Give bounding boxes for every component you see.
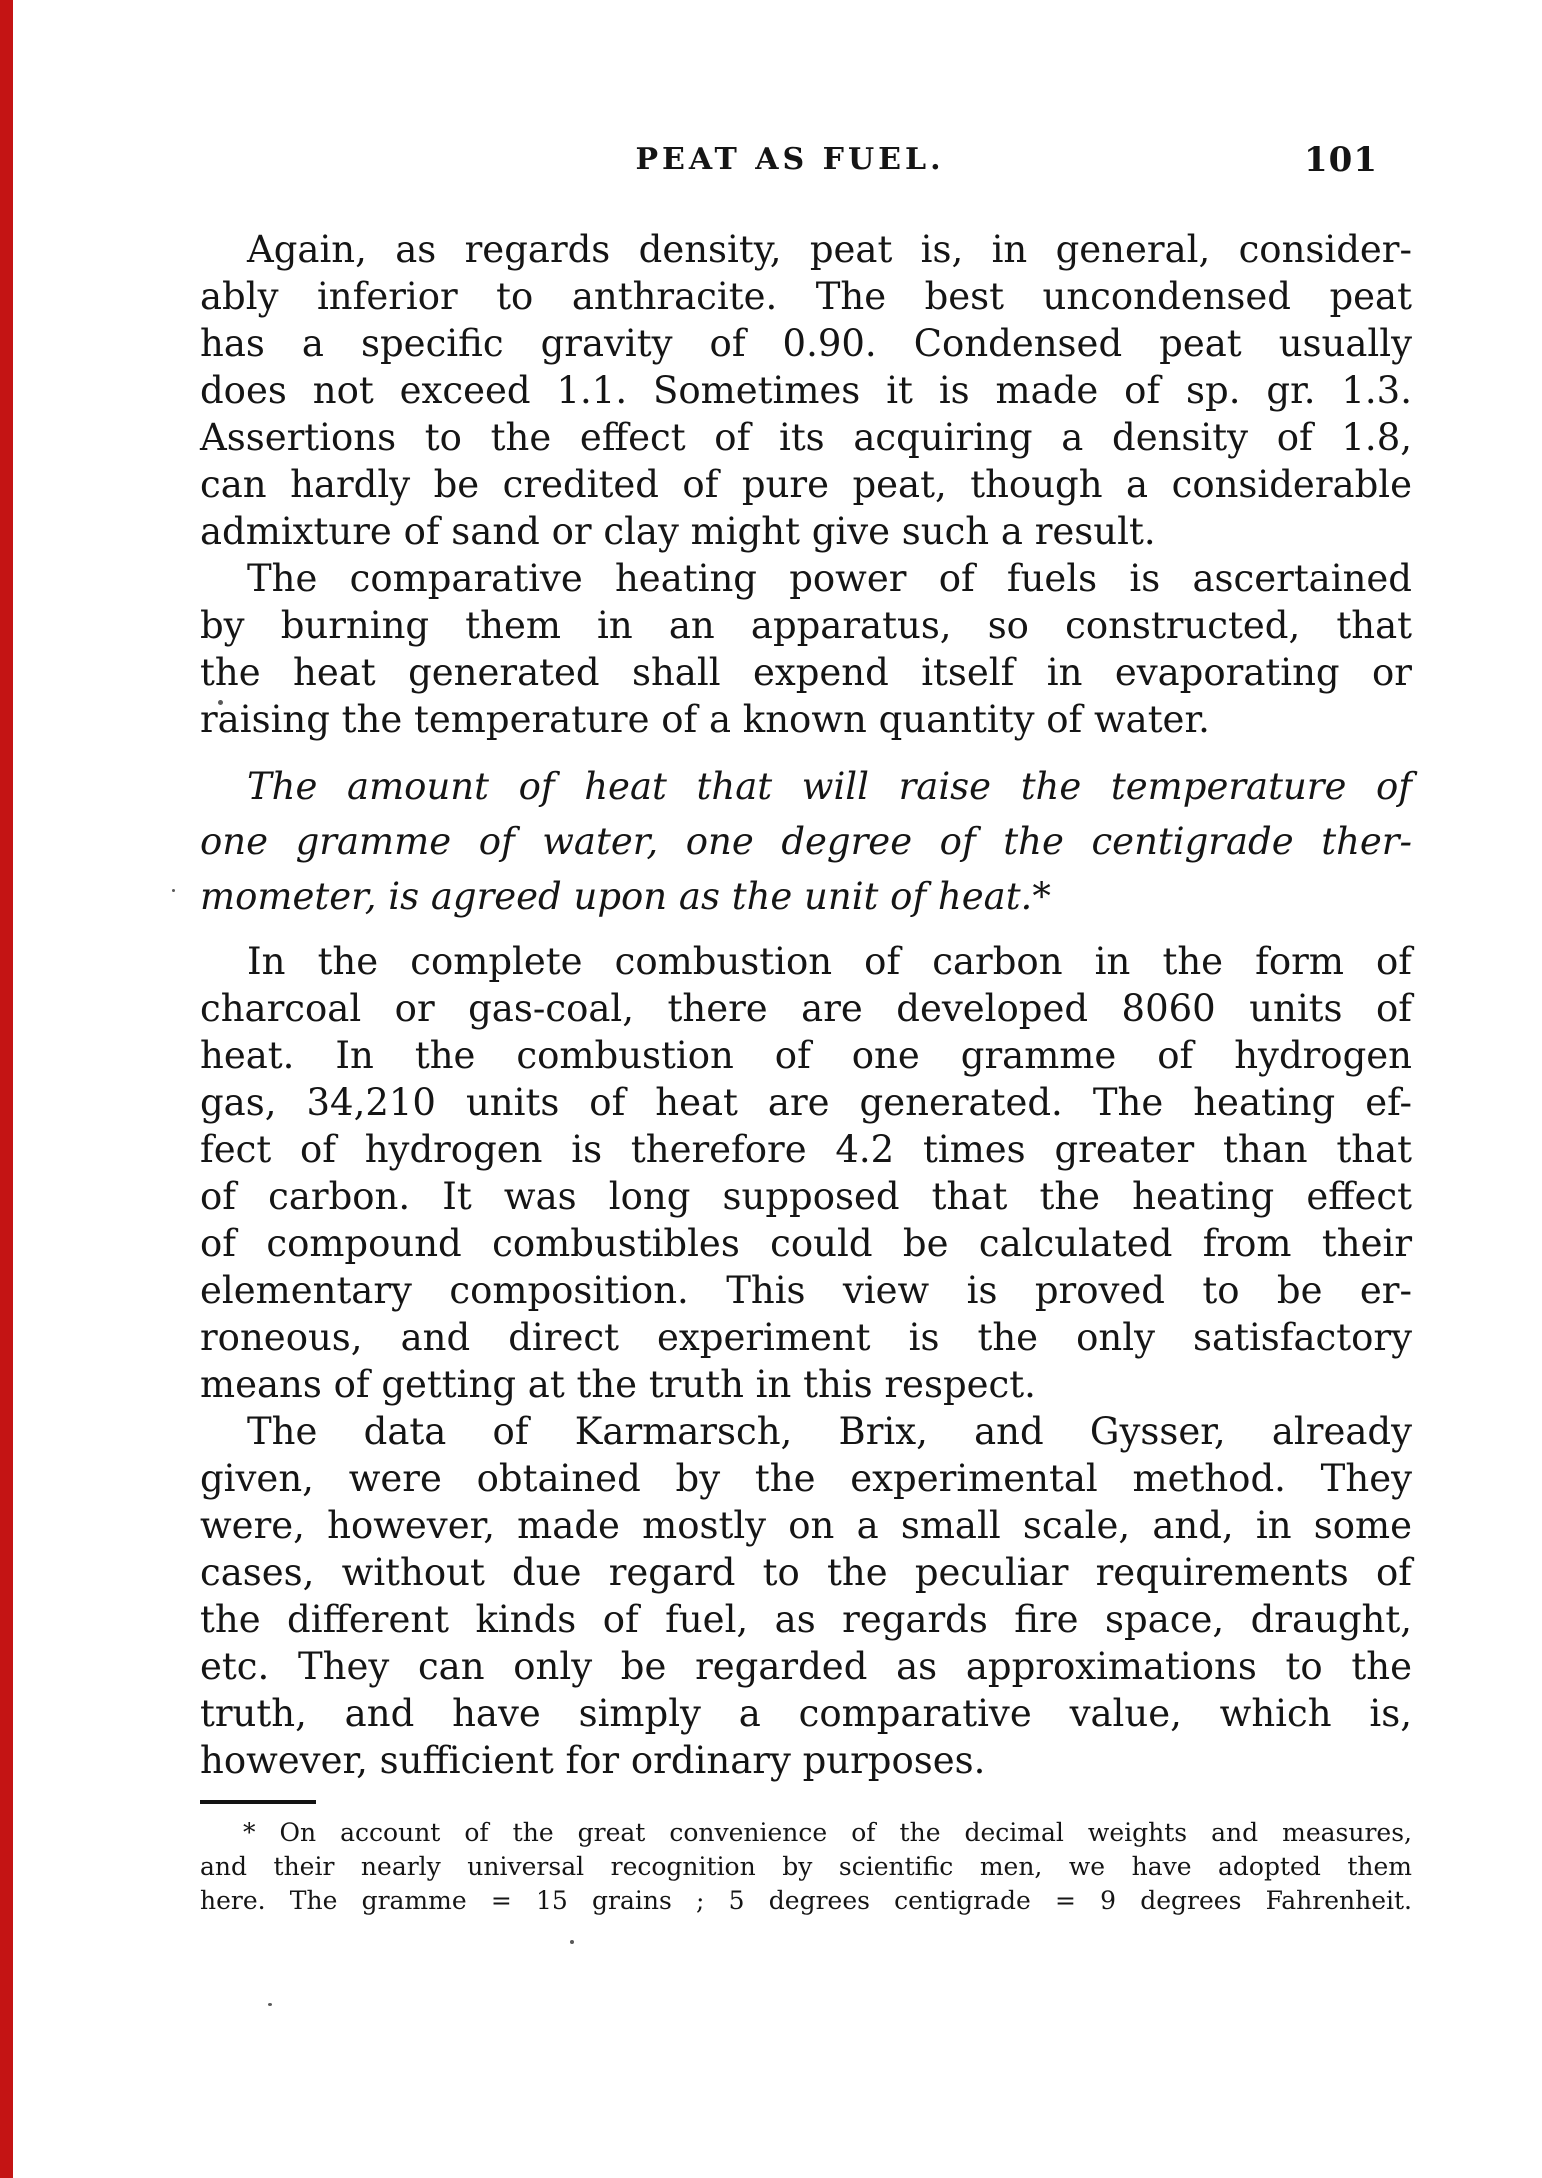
text-line: heat. In the combustion of one gramme of hydrogen (200, 1034, 1412, 1077)
text-line: charcoal or gas-coal, there are developed 8060 units of (200, 987, 1412, 1030)
text-line: In the complete combustion of carbon in the form of (247, 940, 1412, 983)
text-line: raising the temperature of a known quantity of water. (200, 698, 1210, 741)
text-line: can hardly be credited of pure peat, though a considerable (200, 463, 1412, 506)
text-line: etc. They can only be regarded as approximations to the (200, 1645, 1412, 1688)
text-line: truth, and have simply a comparative value, which is, (200, 1692, 1412, 1735)
text-line: The comparative heating power of fuels is ascertained (247, 557, 1412, 600)
text-line: fect of hydrogen is therefore 4.2 times greater than that (200, 1128, 1412, 1171)
text-line: mometer, is agreed upon as the unit of heat.* (200, 875, 1051, 918)
body-text (200, 226, 1412, 1784)
text-line: does not exceed 1.1. Sometimes it is made of sp. gr. 1.3. (200, 369, 1412, 412)
paragraph-combustion-figures (200, 938, 1412, 1408)
text-line: Again, as regards density, peat is, in general, consider- (247, 228, 1412, 271)
text-line: admixture of sand or clay might give such a result. (200, 510, 1156, 553)
text-line: here. The gramme = 15 grains ; 5 degrees centigrade = 9 degrees Fahrenheit. (200, 1886, 1412, 1915)
text-line: of compound combustibles could be calculated from their (200, 1222, 1412, 1265)
text-line: were, however, made mostly on a small scale, and, in some (200, 1504, 1412, 1547)
text-line: * On account of the great convenience of the decimal weights and measures, (243, 1818, 1412, 1847)
text-line: ably inferior to anthracite. The best uncondensed peat (200, 275, 1412, 318)
text-line: elementary composition. This view is proved to be er- (200, 1269, 1412, 1312)
paragraph-heating-power (200, 555, 1412, 743)
running-head (200, 142, 1412, 186)
text-line: of carbon. It was long supposed that the heating effect (200, 1175, 1412, 1218)
text-line: however, sufficient for ordinary purposes. (200, 1739, 986, 1782)
paragraph-peat-density (200, 226, 1412, 555)
scan-speck (268, 2003, 272, 2006)
text-line: The amount of heat that will raise the temperature of (247, 765, 1412, 808)
running-title: PEAT AS FUEL. (635, 142, 945, 177)
scan-edge-strip (0, 0, 13, 2178)
text-line: Assertions to the effect of its acquiring a density of 1.8, (200, 416, 1412, 459)
footnote-separator-rule (200, 1800, 316, 1804)
text-line: gas, 34,210 units of heat are generated. The heating ef- (200, 1081, 1412, 1124)
text-line: given, were obtained by the experimental method. They (200, 1457, 1412, 1500)
scan-speck (570, 1940, 574, 1944)
text-line: and their nearly universal recognition by scientific men, we have adopted them (200, 1852, 1412, 1881)
text-line: cases, without due regard to the peculiar requirements of (200, 1551, 1412, 1594)
text-line: the different kinds of fuel, as regards fire space, draught, (200, 1598, 1412, 1641)
footnote (200, 1816, 1412, 1918)
page-number: 101 (1304, 140, 1378, 180)
text-line: one gramme of water, one degree of the centigrade ther- (200, 820, 1412, 863)
paragraph-experimental-data (200, 1408, 1412, 1784)
page-content (200, 142, 1412, 1918)
text-line: roneous, and direct experiment is the only satisfactory (200, 1316, 1412, 1359)
text-line: by burning them in an apparatus, so constructed, that (200, 604, 1412, 647)
text-line: means of getting at the truth in this respect. (200, 1363, 1036, 1406)
text-line: the heat generated shall expend itself in evaporating or (200, 651, 1412, 694)
text-line: has a specific gravity of 0.90. Condensed peat usually (200, 322, 1412, 365)
paragraph-unit-of-heat (200, 759, 1412, 924)
scan-speck (172, 889, 175, 892)
text-line: The data of Karmarsch, Brix, and Gysser, already (247, 1410, 1412, 1453)
